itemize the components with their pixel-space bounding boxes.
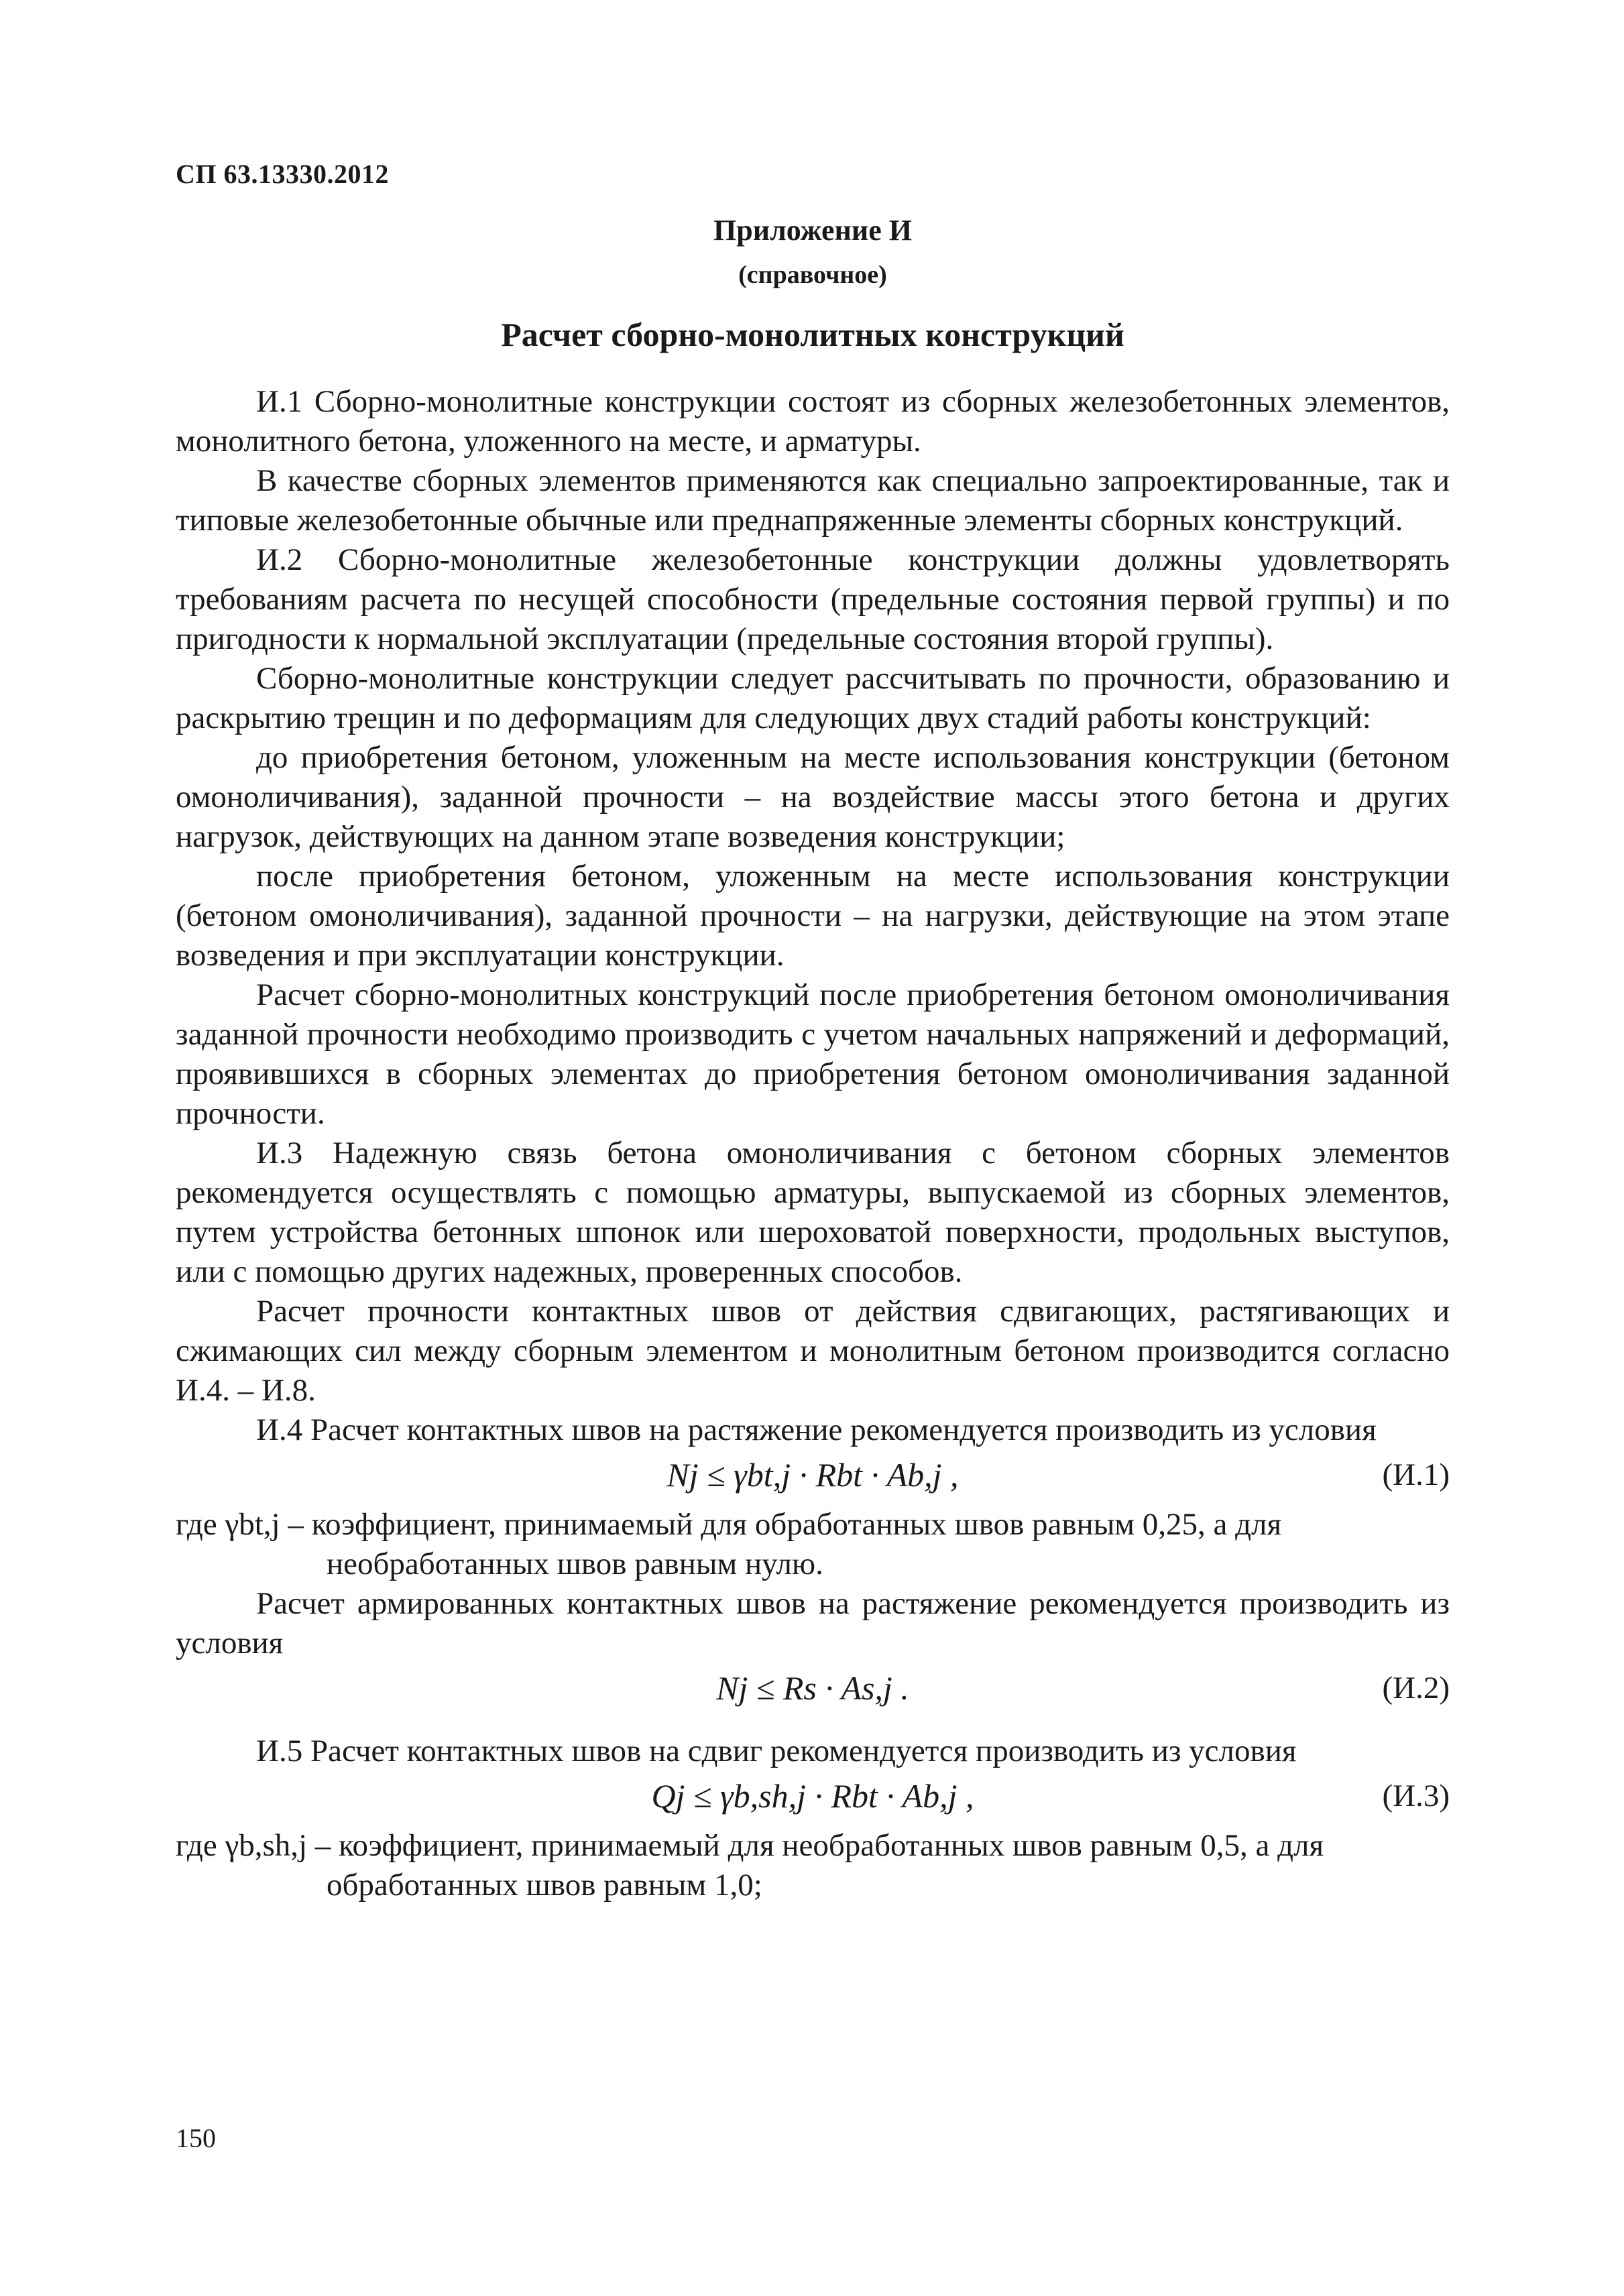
paragraph-i4: И.4 Расчет контактных швов на растяжение рекомендуется производить из условия bbox=[256, 1412, 1377, 1447]
formula-i2: Nj ≤ Rs · As,j . bbox=[716, 1669, 909, 1707]
paragraph-i1: И.1 Сборно-монолитные конструкции состоят из сборных железобетонных элементов, монолитного бетона, уложенного на месте, и арматуры. bbox=[176, 384, 1450, 459]
equation-number-i2: (И.2) bbox=[1382, 1671, 1450, 1705]
paragraph-precast-elements: В качестве сборных элементов применяются как специально запроектированные, так и типовые железобетонные обычные или преднапряженные элементы сборных конструкций. bbox=[176, 463, 1450, 538]
section-title: Расчет сборно-монолитных конструкций bbox=[501, 316, 1124, 353]
paragraph-joint-strength: Расчет прочности контактных швов от действия сдвигающих, растягивающих и сжимающих сил между сборным элементом и монолитным бетоном производится согласно И.4. – И.8. bbox=[176, 1294, 1450, 1408]
formula-row-2 bbox=[176, 1663, 1450, 1718]
where-clause-3-continued: обработанных швов равным 1,0; bbox=[327, 1868, 762, 1902]
where-clause-3: где γb,sh,j – коэффициент, принимаемый для необработанных швов равным 0,5, а для bbox=[176, 1828, 1324, 1863]
paragraph-stage-after: после приобретения бетоном, уложенным на месте использования конструкции (бетоном омоноличивания), заданной прочности – на нагрузки, действующие на этом этапе возведения и при эксплуатации конструкции. bbox=[176, 859, 1450, 973]
paragraph-calculation-stages: Сборно-монолитные конструкции следует рассчитывать по прочности, образованию и раскрытию трещин и по деформациям для следующих двух стадий работы конструкций: bbox=[176, 661, 1450, 735]
formula-i3: Qj ≤ γb,sh,j · Rbt · Ab,j , bbox=[651, 1777, 974, 1815]
equation-number-i1: (И.1) bbox=[1382, 1457, 1450, 1492]
paragraph-i3: И.3 Надежную связь бетона омоноличивания с бетоном сборных элементов рекомендуется осуществлять с помощью арматуры, выпускаемой из сборных элементов, путем устройства бетонных шпонок или шероховатой поверхности, продольных выступов, или с помощью других надежных, проверенных способов. bbox=[176, 1136, 1450, 1289]
appendix-subtitle: (справочное) bbox=[738, 261, 887, 289]
formula-i1: Nj ≤ γbt,j · Rbt · Ab,j , bbox=[666, 1456, 959, 1494]
document-body bbox=[176, 382, 1450, 1905]
where-clause-1-continued: необработанных швов равным нулю. bbox=[327, 1547, 823, 1581]
page-number: 150 bbox=[176, 2123, 216, 2153]
paragraph-i2: И.2 Сборно-монолитные железобетонные конструкции должны удовлетворять требованиям расчета по несущей способности (предельные состояния первой группы) и по пригодности к нормальной эксплуатации (предельные состояния второй группы). bbox=[176, 542, 1450, 656]
formula-row-1 bbox=[176, 1450, 1450, 1505]
document-code: СП 63.13330.2012 bbox=[176, 159, 389, 189]
paragraph-stage-before: до приобретения бетоном, уложенным на месте использования конструкции (бетоном омоноличивания), заданной прочности – на воздействие массы этого бетона и других нагрузок, действующих на данном этапе возведения конструкции; bbox=[176, 740, 1450, 854]
paragraph-initial-stresses: Расчет сборно-монолитных конструкций после приобретения бетоном омоноличивания заданной прочности необходимо производить с учетом начальных напряжений и деформаций, проявившихся в сборных элементах до приобретения бетоном омоноличивания заданной прочности. bbox=[176, 977, 1450, 1131]
equation-number-i3: (И.3) bbox=[1382, 1778, 1450, 1813]
appendix-title: Приложение И bbox=[713, 214, 912, 247]
where-clause-1: где γbt,j – коэффициент, принимаемый для обработанных швов равным 0,25, а для bbox=[176, 1507, 1282, 1542]
paragraph-reinforced-joints: Расчет армированных контактных швов на растяжение рекомендуется производить из условия bbox=[176, 1586, 1450, 1660]
paragraph-i5: И.5 Расчет контактных швов на сдвиг рекомендуется производить из условия bbox=[256, 1734, 1297, 1768]
formula-row-3 bbox=[176, 1771, 1450, 1826]
